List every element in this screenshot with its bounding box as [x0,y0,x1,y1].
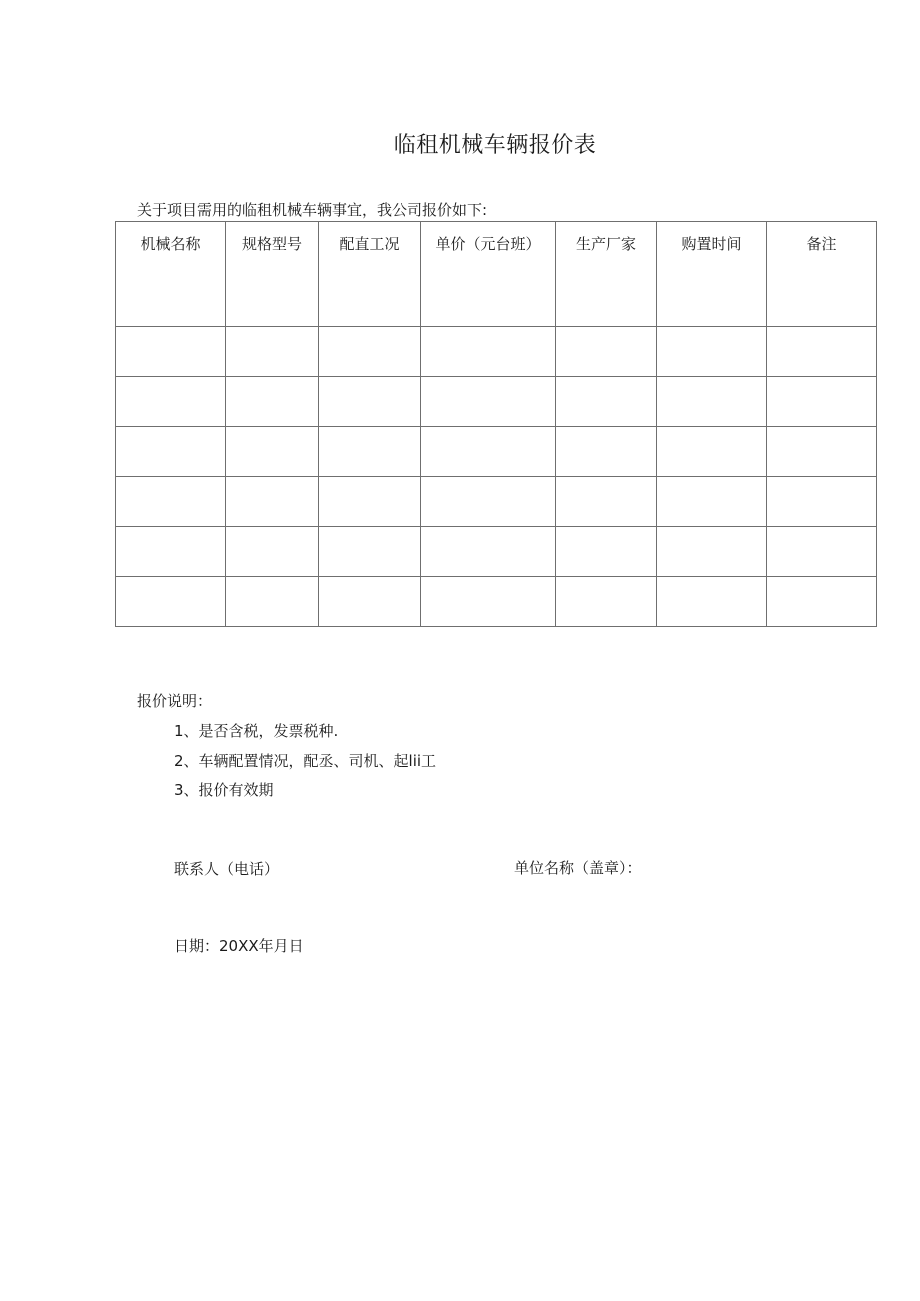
table-row [116,477,877,527]
header-unit-price: 单价（元台班） [421,222,556,327]
table-row [116,327,877,377]
table-cell[interactable] [657,527,767,577]
table-cell[interactable] [421,427,556,477]
table-cell[interactable] [116,377,226,427]
table-cell[interactable] [767,527,877,577]
header-remarks: 备注 [767,222,877,327]
table-cell[interactable] [116,527,226,577]
table-cell[interactable] [657,577,767,627]
header-purchase-time: 购置时间 [657,222,767,327]
table-cell[interactable] [657,427,767,477]
intro-text: 关于项目需用的临租机械车辆事宜，我公司报价如下: [137,201,488,219]
table-cell[interactable] [556,377,657,427]
table-cell[interactable] [767,427,877,477]
table-cell[interactable] [116,327,226,377]
note-item: 1、是否含税，发票税种. [174,722,339,740]
table-header-row [116,222,877,327]
table-cell[interactable] [226,427,319,477]
table-cell[interactable] [767,327,877,377]
table-cell[interactable] [421,577,556,627]
table-cell[interactable] [556,327,657,377]
table-row [116,577,877,627]
table-row [116,427,877,477]
table-cell[interactable] [319,327,421,377]
header-spec-model: 规格型号 [226,222,319,327]
table-cell[interactable] [767,477,877,527]
table-cell[interactable] [767,577,877,627]
table-cell[interactable] [319,377,421,427]
table-cell[interactable] [767,377,877,427]
table-cell[interactable] [226,577,319,627]
notes-title: 报价说明： [137,692,213,710]
unit-name-label: 单位名称（盖章）： [514,859,642,877]
table-cell[interactable] [556,577,657,627]
table-cell[interactable] [116,477,226,527]
table-cell[interactable] [421,477,556,527]
table-cell[interactable] [556,477,657,527]
table-row [116,527,877,577]
table-cell[interactable] [421,527,556,577]
document-title: 临租机械车辆报价表 [393,133,597,158]
table-cell[interactable] [421,327,556,377]
table-cell[interactable] [319,477,421,527]
table-cell[interactable] [657,327,767,377]
table-cell[interactable] [556,527,657,577]
table-cell[interactable] [319,577,421,627]
table-cell[interactable] [421,377,556,427]
table-cell[interactable] [319,427,421,477]
table-cell[interactable] [116,427,226,477]
table-cell[interactable] [226,327,319,377]
table-cell[interactable] [657,377,767,427]
header-config-condition: 配直工况 [319,222,421,327]
note-item: 2、车辆配置情况，配丞、司机、起lii工 [174,752,437,770]
table-cell[interactable] [556,427,657,477]
note-item: 3、报价有效期 [174,781,274,799]
contact-label: 联系人（电话） [174,860,280,878]
table-cell[interactable] [319,527,421,577]
table-cell[interactable] [226,377,319,427]
header-machine-name: 机械名称 [116,222,226,327]
table-cell[interactable] [116,577,226,627]
table-row [116,377,877,427]
table-cell[interactable] [226,527,319,577]
table-cell[interactable] [657,477,767,527]
quote-table [115,221,877,627]
table-cell[interactable] [226,477,319,527]
date-label: 日期：20XX年月日 [174,937,304,955]
header-manufacturer: 生产厂家 [556,222,657,327]
